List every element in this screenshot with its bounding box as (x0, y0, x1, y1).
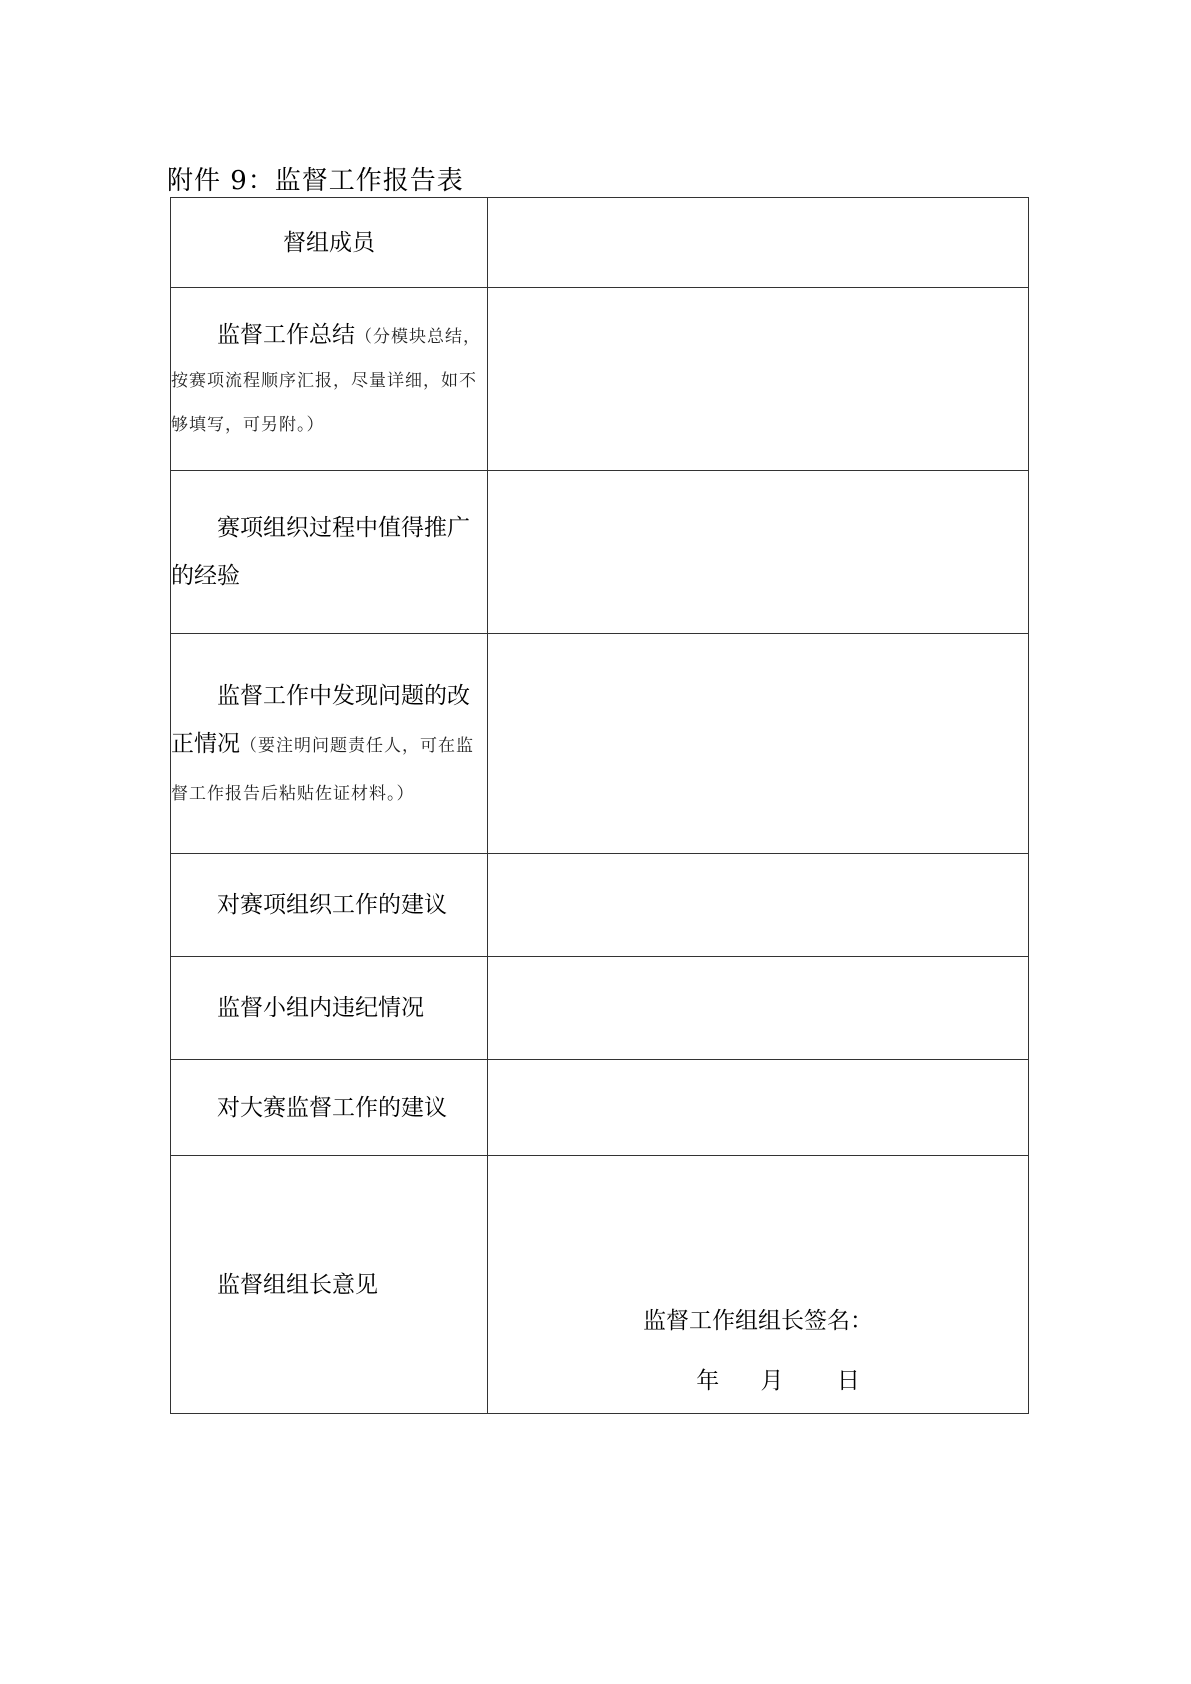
row-label-org-suggestions (171, 854, 488, 957)
summary-label: 监督工作总结 (217, 322, 355, 348)
summary-note: （分模块总结，按赛项流程顺序汇报，尽量详细，如不够填写，可另附。） (171, 327, 481, 435)
date-year: 年 (696, 1368, 720, 1394)
signature-date (488, 1362, 1028, 1395)
row-label-violations (171, 957, 488, 1060)
table-row (171, 854, 1029, 957)
date-day: 日 (836, 1368, 860, 1394)
experience-field[interactable] (488, 471, 1029, 634)
experience-label: 赛项组织过程中值得推广的经验 (171, 515, 470, 589)
table-row (171, 634, 1029, 854)
supervision-suggestions-label: 对大赛监督工作的建议 (217, 1094, 447, 1121)
leader-opinion-label: 监督组组长意见 (217, 1271, 378, 1298)
supervision-suggestions-field[interactable] (488, 1060, 1029, 1156)
table-row (171, 957, 1029, 1060)
table-row (171, 471, 1029, 634)
leader-opinion-field[interactable] (488, 1156, 1029, 1414)
org-suggestions-label: 对赛项组织工作的建议 (217, 892, 447, 918)
violations-label: 监督小组内违纪情况 (217, 995, 424, 1021)
issues-note: （要注明问题责任人，可在监督工作报告后粘贴佐证材料。） (171, 735, 474, 804)
issues-field[interactable] (488, 634, 1029, 854)
table-row (171, 1060, 1029, 1156)
report-table (170, 197, 1029, 1414)
table-row (171, 1156, 1029, 1414)
issues-label: 监督工作中发现问题的改正情况 (171, 682, 470, 757)
row-label-experience (171, 471, 488, 634)
date-month: 月 (760, 1368, 784, 1394)
page-title: 附件 9：监督工作报告表 (167, 166, 464, 196)
violations-field[interactable] (488, 957, 1029, 1060)
org-suggestions-field[interactable] (488, 854, 1029, 957)
row-label-supervision-suggestions (171, 1060, 488, 1156)
row-label-issues (171, 634, 488, 854)
row-label-leader-opinion (171, 1156, 488, 1414)
table-row (171, 288, 1029, 471)
table-row (171, 198, 1029, 288)
summary-field[interactable] (488, 288, 1029, 471)
row-label-summary (171, 288, 488, 471)
members-field[interactable] (488, 198, 1029, 288)
signature-label: 监督工作组组长签名： (643, 1308, 873, 1334)
row-label-members: 督组成员 (171, 198, 488, 288)
